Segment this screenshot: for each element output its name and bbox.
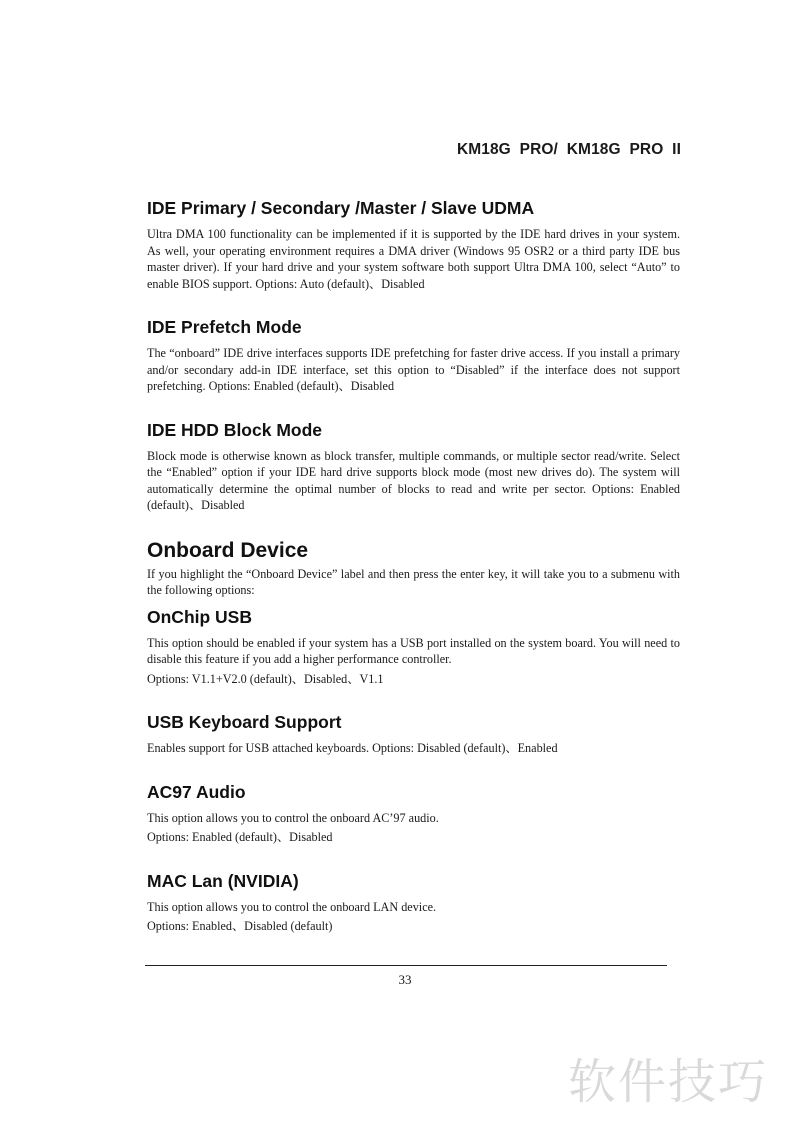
section-body: If you highlight the “Onboard Device” label and then press the enter key, it will take you to a submenu with the following options: (147, 566, 680, 597)
section-ide-udma (147, 196, 680, 292)
section-options: Options: Enabled (default)、Disabled (147, 830, 333, 844)
section-heading: AC97 Audio (147, 781, 246, 802)
section-heading: MAC Lan (NVIDIA) (147, 870, 299, 891)
watermark: 软件技巧 (568, 1054, 769, 1110)
section-mac-lan (147, 869, 680, 935)
section-ac97-audio (147, 780, 680, 846)
section-heading: IDE Prefetch Mode (147, 317, 302, 337)
section-body: This option allows you to control the onboard LAN device. (147, 899, 437, 914)
running-header: KM18G PRO/ KM18G PRO II (456, 141, 681, 158)
section-ide-prefetch (147, 315, 680, 395)
section-options: Options: Enabled、Disabled (default) (147, 919, 333, 933)
section-body: Block mode is otherwise known as block transfer, multiple commands, or multiple sector read/write. Select the “Enabled” option if your IDE hard drive supports block mode (most new drives do). The system will automatically determine the optimal number of blocks to read and write per sector. Options: Enabled (default)、Disabled (147, 448, 680, 512)
section-body: This option should be enabled if your system has a USB port installed on the system board. You will need to disable this feature if you add a higher performance controller. (147, 635, 680, 666)
page-content (147, 196, 680, 958)
section-heading: USB Keyboard Support (147, 712, 342, 732)
section-onboard-device (147, 537, 680, 599)
section-body: Ultra DMA 100 functionality can be implemented if it is supported by the IDE hard drives in your system. As well, your operating environment requires a DMA driver (Windows 95 OSR2 or a third party IDE bus master driver). If your hard drive and your system software both support Ultra DMA 100, select “Auto” to enable BIOS support. Options: Auto (default)、Disabled (147, 227, 680, 291)
section-body: Enables support for USB attached keyboards. Options: Disabled (default)、Enabled (147, 741, 558, 755)
footer-divider (145, 965, 667, 966)
section-options: Options: V1.1+V2.0 (default)、Disabled、V1.1 (147, 671, 384, 686)
section-heading: IDE HDD Block Mode (147, 419, 323, 440)
section-heading: OnChip USB (147, 606, 252, 627)
page-number: 33 (398, 972, 412, 987)
section-usb-keyboard (147, 710, 680, 757)
section-onchip-usb (147, 605, 680, 688)
chapter-heading: Onboard Device (147, 538, 309, 562)
section-body: This option allows you to control the onboard AC’97 audio. (147, 810, 439, 825)
section-heading: IDE Primary / Secondary /Master / Slave UDMA (147, 198, 535, 218)
section-body: The “onboard” IDE drive interfaces supports IDE prefetching for faster drive access. If you install a primary and/or secondary add-in IDE interface, set this option to “Disabled” if the interface does not support prefetching. Options: Enabled (default)、Disabled (147, 346, 680, 393)
section-ide-hdd-block (147, 418, 680, 514)
